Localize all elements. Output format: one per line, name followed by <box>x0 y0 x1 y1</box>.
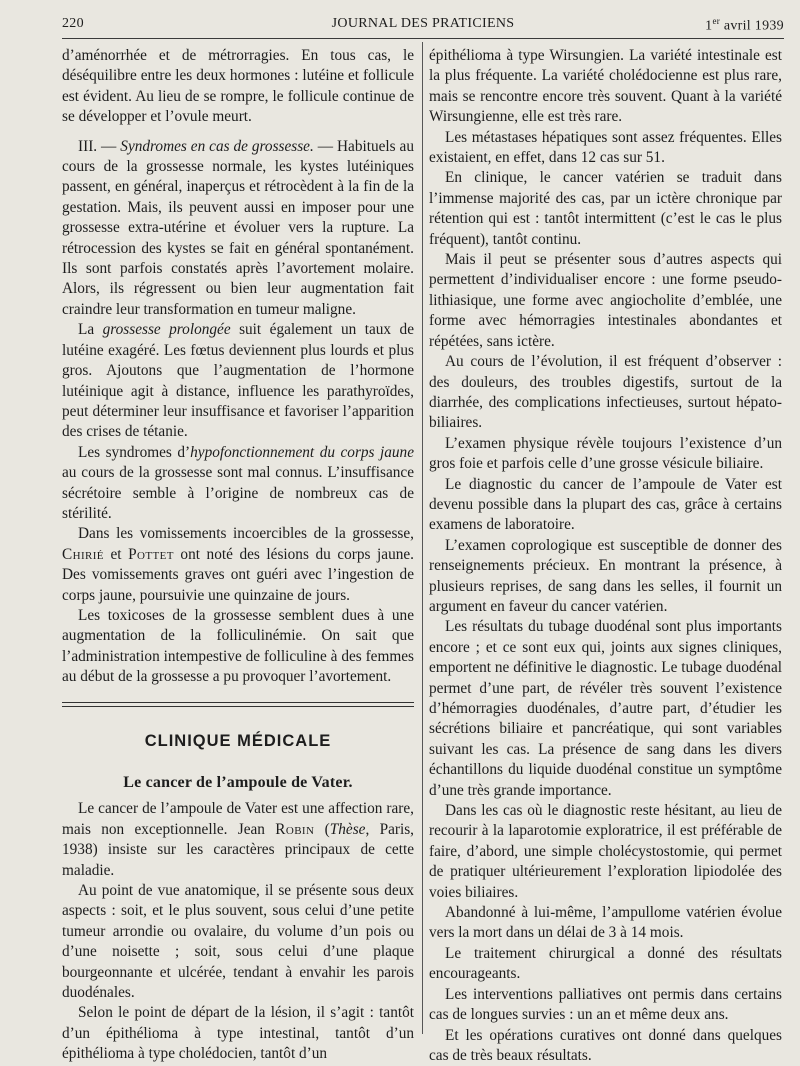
paragraph: Dans les cas où le diagnostic reste hésitant, au lieu de recourir à la laparotomie exploratrice, il est préférable de faire, d’abord, une simple cholécystostomie, qui permet de pratiquer ultérieurement l’exploration lipiodolée des voies biliaires. <box>429 801 782 903</box>
issue-date: 1er avril 1939 <box>705 16 784 35</box>
paragraph: III. — Syndromes en cas de grossesse. — Habituels au cours de la grossesse normale, les kystes lutéiniques passent, en général, inaperçus et rétrocèdent à la fin de la gestation. Mais, ils peuvent aussi en imposer pour une grossesse extra-utérine et évoluer vers la rupture. La rétrocession des kystes se fait en général spontanément. Ils sont parfois constatés après l’avortement molaire. Alors, ils régressent ou bien leur augmentation fait craindre leur transformation en tumeur maligne. <box>62 137 414 321</box>
paragraph: Les résultats du tubage duodénal sont plus importants encore ; et ce sont eux qui, joints aux signes cliniques, emportent ne définitive le diagnostic. Le tubage duodénal permet d’une part, de révéler très souvent l’existence d’hémorragies duodénales, d’autre part, d’étudier les sécrétions biliaire et pancréatique, qui sont variables suivant les cas. La présence de sang dans les divers échantillons du liquide duodénal constitue un symptôme d’une très grande importance. <box>429 617 782 801</box>
paragraph: Abandonné à lui-même, l’ampullome vatérien évolue vers la mort dans un délai de 3 à 14 mois. <box>429 903 782 944</box>
page-number: 220 <box>62 16 84 32</box>
paragraph: épithélioma à type Wirsungien. La variété intestinale est la plus fréquente. La variété cholédocienne est plus rare, mais se rencontre encore très souvent. Quant à la variété Wirsungienne, elle est très rare. <box>429 46 782 128</box>
section-divider <box>62 702 414 707</box>
section-title: CLINIQUE MÉDICALE <box>62 731 414 751</box>
paragraph: Les syndromes d’hypofonctionnement du corps jaune au cours de la grossesse sont mal connus. L’insuffisance sécrétoire semble à l’origine de nombreux cas de stérilité. <box>62 443 414 525</box>
paragraph: Le traitement chirurgical a donné des résultats encourageants. <box>429 944 782 985</box>
paragraph: Selon le point de départ de la lésion, il s’agit : tantôt d’un épithélioma à type intestinal, tantôt d’un épithélioma à type cholédocien, tantôt d’un <box>62 1003 414 1064</box>
paragraph: Au point de vue anatomique, il se présente sous deux aspects : soit, et le plus souvent, sous celui d’une petite tumeur arrondie ou ovalaire, du volume d’un pois ou d’une noisette ; soit, sous celui d’une plaque bourgeonnante et ulcérée, tendant à envahir les parois duodénales. <box>62 881 414 1003</box>
right-column <box>429 46 782 1066</box>
running-header <box>62 14 784 36</box>
paragraph: Les toxicoses de la grossesse semblent dues à une augmentation de la folliculinémie. On sait que l’administration intempestive de folliculine à des femmes au début de la grossesse a pu provoquer l’avortement. <box>62 606 414 688</box>
paragraph: En clinique, le cancer vatérien se traduit dans l’immense majorité des cas, par un ictère chronique par rétention qui est : tantôt intermittent (c’est le cas le plus fréquent), tantôt continu. <box>429 168 782 250</box>
paragraph: L’examen physique révèle toujours l’existence d’un gros foie et parfois celle d’une grosse vésicule biliaire. <box>429 434 782 475</box>
article-title: Le cancer de l’ampoule de Vater. <box>62 773 414 793</box>
paragraph: d’aménorrhée et de métrorragies. En tous cas, le déséquilibre entre les deux hormones : lutéine et follicule est évident. Au lieu de se rompre, le follicule continue de se développer et l’ovule meurt. <box>62 46 414 128</box>
paragraph: Dans les vomissements incoercibles de la grossesse, Chirié et Pottet ont noté des lésions du corps jaune. Des vomissements graves ont guéri avec l’ingestion de corps jaune, poursuivie une quinzaine de jours. <box>62 524 414 606</box>
header-rule <box>62 38 784 39</box>
paragraph: Et les opérations curatives ont donné dans quelques cas de très beaux résultats. <box>429 1026 782 1066</box>
paragraph: Le cancer de l’ampoule de Vater est une affection rare, mais non exceptionnelle. Jean Robin (Thèse, Paris, 1938) insiste sur les caractères principaux de cette maladie. <box>62 799 414 881</box>
paragraph: Au cours de l’évolution, il est fréquent d’observer : des douleurs, des troubles digestifs, surtout de la diarrhée, des complications infectieuses, surtout hépato-biliaires. <box>429 352 782 434</box>
paragraph: La grossesse prolongée suit également un taux de lutéine exagéré. Les fœtus deviennent plus lourds et plus gros. Ajoutons que l’augmentation de l’hormone lutéinique agit à distance, influence les parathyroïdes, peut déterminer leur insuffisance et favoriser l’apparition des crises de tétanie. <box>62 320 414 442</box>
column-divider <box>422 42 423 1034</box>
paragraph: Mais il peut se présenter sous d’autres aspects qui permettent d’individualiser encore : une forme pseudo-lithiasique, une forme avec angiocholite d’emblée, une forme avec hémorragies intestinales abondantes et répétées, sans ictère. <box>429 250 782 352</box>
journal-title: JOURNAL DES PRATICIENS <box>62 16 784 32</box>
left-column <box>62 46 414 1065</box>
paragraph: Le diagnostic du cancer de l’ampoule de Vater est devenu possible dans la plupart des cas, grâce à certains examens de laboratoire. <box>429 475 782 536</box>
paragraph: Les métastases hépatiques sont assez fréquentes. Elles existaient, en effet, dans 12 cas sur 51. <box>429 128 782 169</box>
paragraph: L’examen coprologique est susceptible de donner des renseignements précieux. En montrant la présence, à plusieurs reprises, de sang dans les selles, il fournit un argument en faveur du cancer vatérien. <box>429 536 782 618</box>
paragraph: Les interventions palliatives ont permis dans certains cas de longues survies : un an et même deux ans. <box>429 985 782 1026</box>
